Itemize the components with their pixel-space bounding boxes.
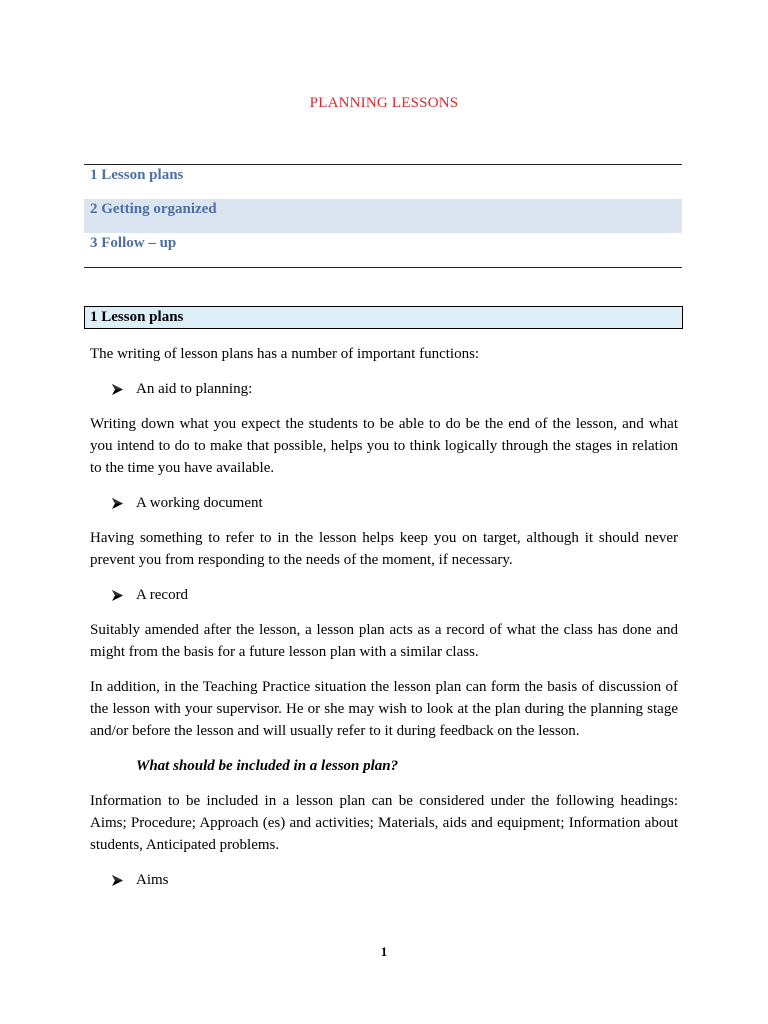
section-heading: 1 Lesson plans (84, 306, 683, 329)
bullet-item (90, 869, 678, 891)
arrow-bullet-icon (112, 498, 123, 509)
bullet-item (90, 378, 678, 400)
page-title: PLANNING LESSONS (309, 95, 459, 111)
toc-item-follow-up[interactable]: 3 Follow – up (90, 235, 177, 251)
bullet-label: A working document (136, 495, 263, 511)
bullet-label: An aid to planning: (136, 381, 253, 397)
document-body (90, 343, 678, 904)
body-paragraph: In addition, in the Teaching Practice situation the lesson plan can form the basis of discussion of the lesson with your supervisor. He or she may wish to look at the plan during the planning stage and/or before the lesson and will usually refer to it during feedback on the lesson. (90, 679, 678, 739)
arrow-bullet-icon (112, 384, 123, 395)
bullet-item (90, 584, 678, 606)
intro-paragraph: The writing of lesson plans has a number of important functions: (90, 346, 480, 362)
bullet-label: A record (136, 587, 189, 603)
subheading: What should be included in a lesson plan? (136, 758, 399, 774)
body-paragraph: Suitably amended after the lesson, a lesson plan acts as a record of what the class has done and might from the basis for a future lesson plan with a similar class. (90, 622, 678, 660)
body-paragraph: Writing down what you expect the students to be able to do be the end of the lesson, and what you intend to do to make that possible, helps you to think logically through the stages in relation to the time you have available. (90, 416, 678, 476)
table-of-contents (84, 164, 682, 268)
bullet-label: Aims (136, 872, 169, 888)
toc-item-lesson-plans[interactable]: 1 Lesson plans (90, 167, 184, 183)
toc-item-getting-organized[interactable]: 2 Getting organized (84, 199, 682, 233)
body-paragraph: Information to be included in a lesson plan can be considered under the following headings: Aims; Procedure; Approach (es) and activities; Materials, aids and equipment; Information about students, Anticipated problems. (90, 793, 678, 853)
bullet-item (90, 492, 678, 514)
page-number: 1 (380, 944, 388, 959)
body-paragraph: Having something to refer to in the lesson helps keep you on target, although it should never prevent you from responding to the needs of the moment, if necessary. (90, 530, 678, 568)
arrow-bullet-icon (112, 590, 123, 601)
arrow-bullet-icon (112, 875, 123, 886)
